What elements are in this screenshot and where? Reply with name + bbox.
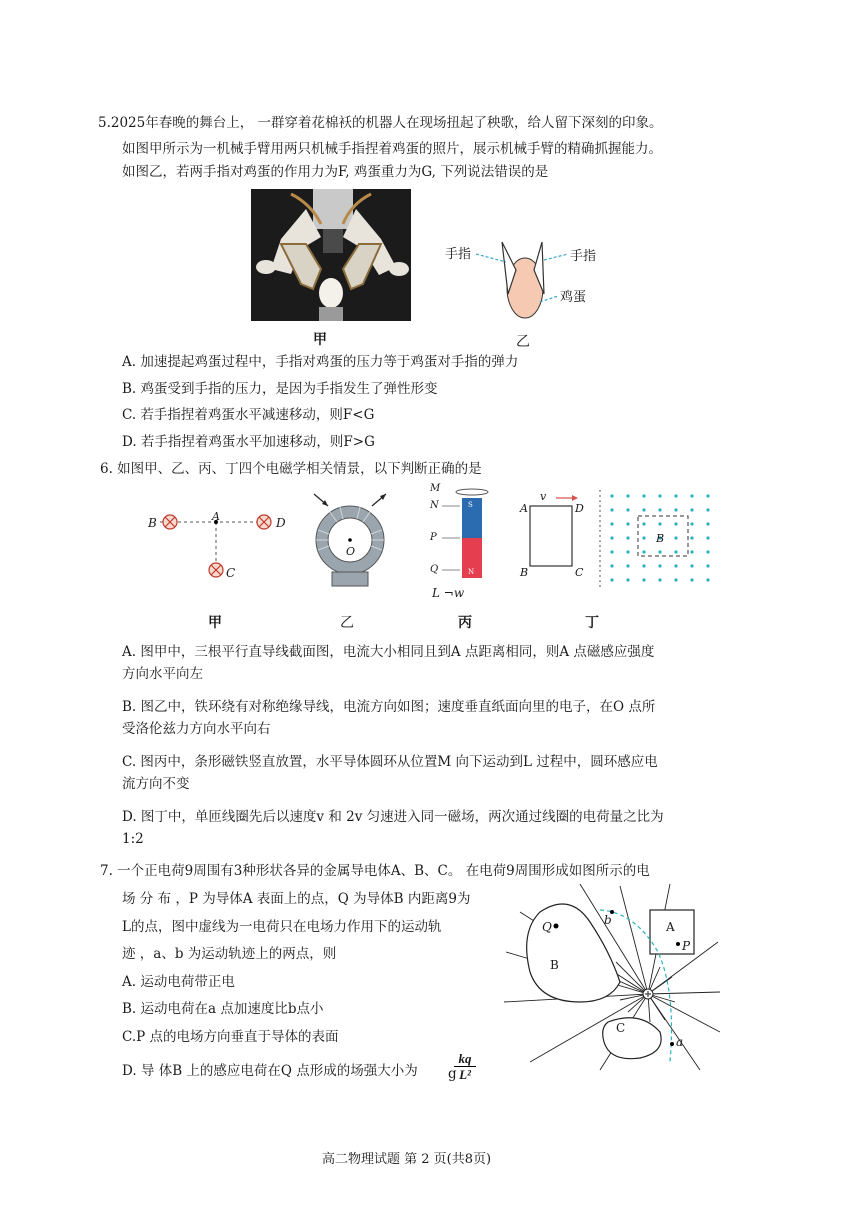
- field-dot: [706, 508, 709, 511]
- q5-option-d: D. 若手指捏着鸡蛋水平加速移动，则F>G: [122, 434, 375, 450]
- q6-option-a-line2: 方向水平向左: [122, 666, 203, 682]
- field-dot: [658, 508, 661, 511]
- field-label-b: B: [656, 532, 665, 545]
- q6-option-b-line2: 受洛伦兹力方向水平向右: [122, 721, 271, 737]
- field-dot: [626, 564, 629, 567]
- page-footer: 高二物理试题 第 2 页(共8页): [322, 1152, 492, 1167]
- caption-bing-q6: 丙: [458, 615, 472, 631]
- q7-option-a: A. 运动电荷带正电: [122, 974, 235, 990]
- q7-line-4: 迹 ，a、b 为运动轨迹上的两点，则: [122, 946, 337, 962]
- q6-option-c-line2: 流方向不变: [122, 776, 190, 792]
- label-finger-right: 手指: [570, 249, 597, 264]
- q6-option-c-line1: C. 图丙中，条形磁铁竖直放置，水平导体圆环从位置M 向下运动到L 过程中，圆环感应电: [122, 754, 658, 770]
- formula-prefix: g: [448, 1066, 457, 1082]
- field-dot: [610, 564, 613, 567]
- field-dot: [626, 494, 629, 497]
- coil-label-d: D: [575, 502, 584, 515]
- q5-option-b: B. 鸡蛋受到手指的压力，是因为手指发生了弹性形变: [122, 381, 438, 397]
- wire-label-b: B: [148, 516, 157, 530]
- wire-label-c: C: [226, 566, 236, 580]
- field-dot: [690, 564, 693, 567]
- field-label-conductor-c: C: [616, 1021, 626, 1035]
- field-dot: [626, 522, 629, 525]
- field-label-a-point: a: [676, 1035, 684, 1049]
- q6-option-b-line1: B. 图乙中，铁环绕有对称绝缘导线，电流方向如图；速度垂直纸面向里的电子，在O 点所: [122, 699, 656, 715]
- label-egg: 鸡蛋: [560, 290, 587, 305]
- field-label-b-point: b: [604, 913, 612, 927]
- field-dot: [642, 508, 645, 511]
- field-dot: [610, 522, 613, 525]
- coil-label-b: B: [520, 566, 529, 579]
- q5-line-3: 如图乙，若两手指对鸡蛋的作用力为F, 鸡蛋重力为G, 下列说法错误的是: [122, 164, 549, 180]
- field-dot: [706, 536, 709, 539]
- q7-option-b: B. 运动电荷在a 点加速度比b点小: [122, 1001, 324, 1017]
- q5-option-a: A. 加速提起鸡蛋过程中，手指对鸡蛋的压力等于鸡蛋对手指的弹力: [122, 354, 519, 370]
- field-dot: [642, 564, 645, 567]
- q5-line-1: 5.2025年春晚的舞台上， 一群穿着花棉袄的机器人在现场扭起了秧歌，给人留下深刻的印象。: [98, 115, 663, 131]
- formula-numerator: kq: [454, 1052, 476, 1067]
- magnet-label-l: L ¬w: [432, 586, 465, 600]
- q5-option-c: C. 若手指捏着鸡蛋水平减速移动，则F<G: [122, 407, 375, 423]
- field-dot: [658, 522, 661, 525]
- magnet-label-q: Q: [430, 564, 439, 575]
- field-dot: [610, 508, 613, 511]
- formula-denominator: L²: [459, 1067, 471, 1082]
- wire-label-a: A: [212, 510, 220, 523]
- field-dot: [626, 508, 629, 511]
- field-dot: [706, 564, 709, 567]
- field-dot: [706, 494, 709, 497]
- coil-field-diagram: [520, 488, 720, 588]
- q7-line-3: L的点，图中虚线为一电荷只在电场力作用下的运动轨: [122, 919, 442, 935]
- field-dot: [642, 494, 645, 497]
- label-finger-left: 手指: [445, 247, 472, 262]
- coil-label-c: C: [575, 566, 584, 579]
- field-dot: [658, 550, 661, 553]
- robot-hand-photo: [251, 189, 411, 321]
- field-dot: [674, 550, 677, 553]
- field-label-q: Q: [542, 920, 552, 934]
- magnet-pole-s: S: [468, 501, 473, 509]
- caption-ding-q6: 丁: [585, 615, 599, 631]
- caption-yi-q6: 乙: [340, 615, 354, 631]
- field-dot: [658, 578, 661, 581]
- field-dot: [674, 522, 677, 525]
- q6-option-d-line2: 1:2: [122, 831, 144, 847]
- field-dot: [674, 494, 677, 497]
- caption-yi-q5: 乙: [516, 334, 530, 350]
- field-dot: [674, 578, 677, 581]
- field-dot: [706, 522, 709, 525]
- wire-label-d: D: [276, 516, 286, 530]
- field-dot: [706, 578, 709, 581]
- field-dot: [610, 550, 613, 553]
- field-dot: [658, 494, 661, 497]
- field-dot: [690, 536, 693, 539]
- magnet-label-m: M: [430, 483, 441, 494]
- coil-label-v: v: [540, 490, 547, 503]
- field-label-p: P: [682, 939, 691, 953]
- ring-label-o: O: [346, 545, 356, 558]
- q6-option-a-line1: A. 图甲中，三根平行直导线截面图，电流大小相同且到A 点距离相同，则A 点磁感应强度: [122, 644, 655, 660]
- field-label-conductor-b: B: [550, 958, 559, 972]
- q7-option-d: D. 导 体B 上的感应电荷在Q 点形成的场强大小为: [122, 1063, 418, 1079]
- field-dot: [674, 564, 677, 567]
- field-dot: [690, 494, 693, 497]
- magnet-label-p: P: [430, 532, 437, 543]
- caption-jia-q5: 甲: [313, 332, 327, 348]
- coil-label-a: A: [520, 502, 528, 515]
- field-dot: [642, 578, 645, 581]
- field-dot: [610, 536, 613, 539]
- field-dot: [610, 494, 613, 497]
- field-dot: [658, 564, 661, 567]
- bar-magnet-diagram: [430, 486, 500, 582]
- field-dot: [674, 536, 677, 539]
- field-dot: [690, 578, 693, 581]
- field-dot: [642, 550, 645, 553]
- field-dot: [642, 536, 645, 539]
- q7-line-1: 7. 一个正电荷9周围有3种形状各异的金属导电体A、B、C。 在电荷9周围形成如图所示的电: [100, 863, 650, 879]
- field-dot: [690, 550, 693, 553]
- field-dot: [626, 578, 629, 581]
- field-dot: [610, 578, 613, 581]
- q6-stem: 6. 如图甲、乙、丙、丁四个电磁学相关情景，以下判断正确的是: [100, 461, 482, 477]
- field-dot: [690, 522, 693, 525]
- field-dot: [690, 508, 693, 511]
- q7-option-c: C.P 点的电场方向垂直于导体的表面: [122, 1029, 339, 1045]
- field-dot: [642, 522, 645, 525]
- q5-line-2: 如图甲所示为一机械手臂用两只机械手指捏着鸡蛋的照片，展示机械手臂的精确抓握能力。: [122, 141, 662, 157]
- magnet-label-n-pos: N: [430, 500, 439, 511]
- field-dot: [626, 536, 629, 539]
- field-dot: [674, 508, 677, 511]
- field-dot: [626, 550, 629, 553]
- q7-line-2: 场 分 布 ，P 为导体A 表面上的点，Q 为导体B 内距离9为: [122, 891, 471, 907]
- field-label-conductor-a: A: [666, 920, 675, 934]
- caption-jia-q6: 甲: [208, 615, 222, 631]
- magnet-pole-n: N: [468, 568, 475, 576]
- field-dot: [706, 550, 709, 553]
- q6-option-d-line1: D. 图丁中，单匝线圈先后以速度v 和 2v 匀速进入同一磁场，两次通过线圈的电荷量之比为: [122, 809, 664, 825]
